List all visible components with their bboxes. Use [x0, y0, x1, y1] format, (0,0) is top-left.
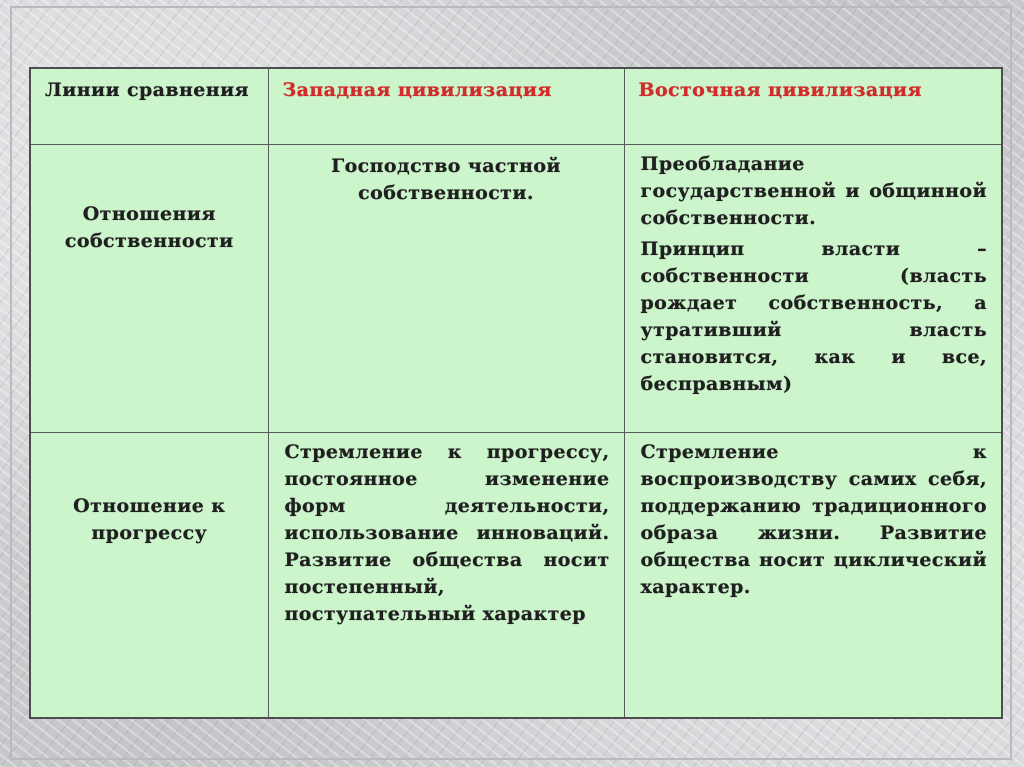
comparison-table [29, 67, 1003, 719]
header-eastern-civilization: Восточная цивилизация [624, 68, 1002, 144]
table-row-progress [30, 432, 1002, 718]
row-label-property-relations: Отношения собственности [30, 144, 268, 432]
table-row-property [30, 144, 1002, 432]
table-header-row [30, 68, 1002, 144]
cell-west-progress: Стремление к прогрессу, постоянное изменение форм деятельности, использование инноваций. Развитие общества носит постепенный, поступательный характер [268, 432, 624, 718]
cell-east-property [624, 144, 1002, 432]
cell-west-property: Господство частной собственности. [268, 144, 624, 432]
header-western-civilization: Западная цивилизация [268, 68, 624, 144]
header-comparison-lines: Линии сравнения [30, 68, 268, 144]
cell-east-property-paragraph-2: Принцип власти – собственности (власть рождает собственность, а утративший власть становится, как и все, бесправным) [640, 237, 987, 395]
cell-east-property-paragraph-1: Преобладание государственной и общинной собственности. [640, 152, 987, 229]
row-label-progress-attitude: Отношение к прогрессу [30, 432, 268, 718]
cell-east-progress: Стремление к воспроизводству самих себя, поддержанию традиционного образа жизни. Развитие общества носит циклический характер. [624, 432, 1002, 718]
